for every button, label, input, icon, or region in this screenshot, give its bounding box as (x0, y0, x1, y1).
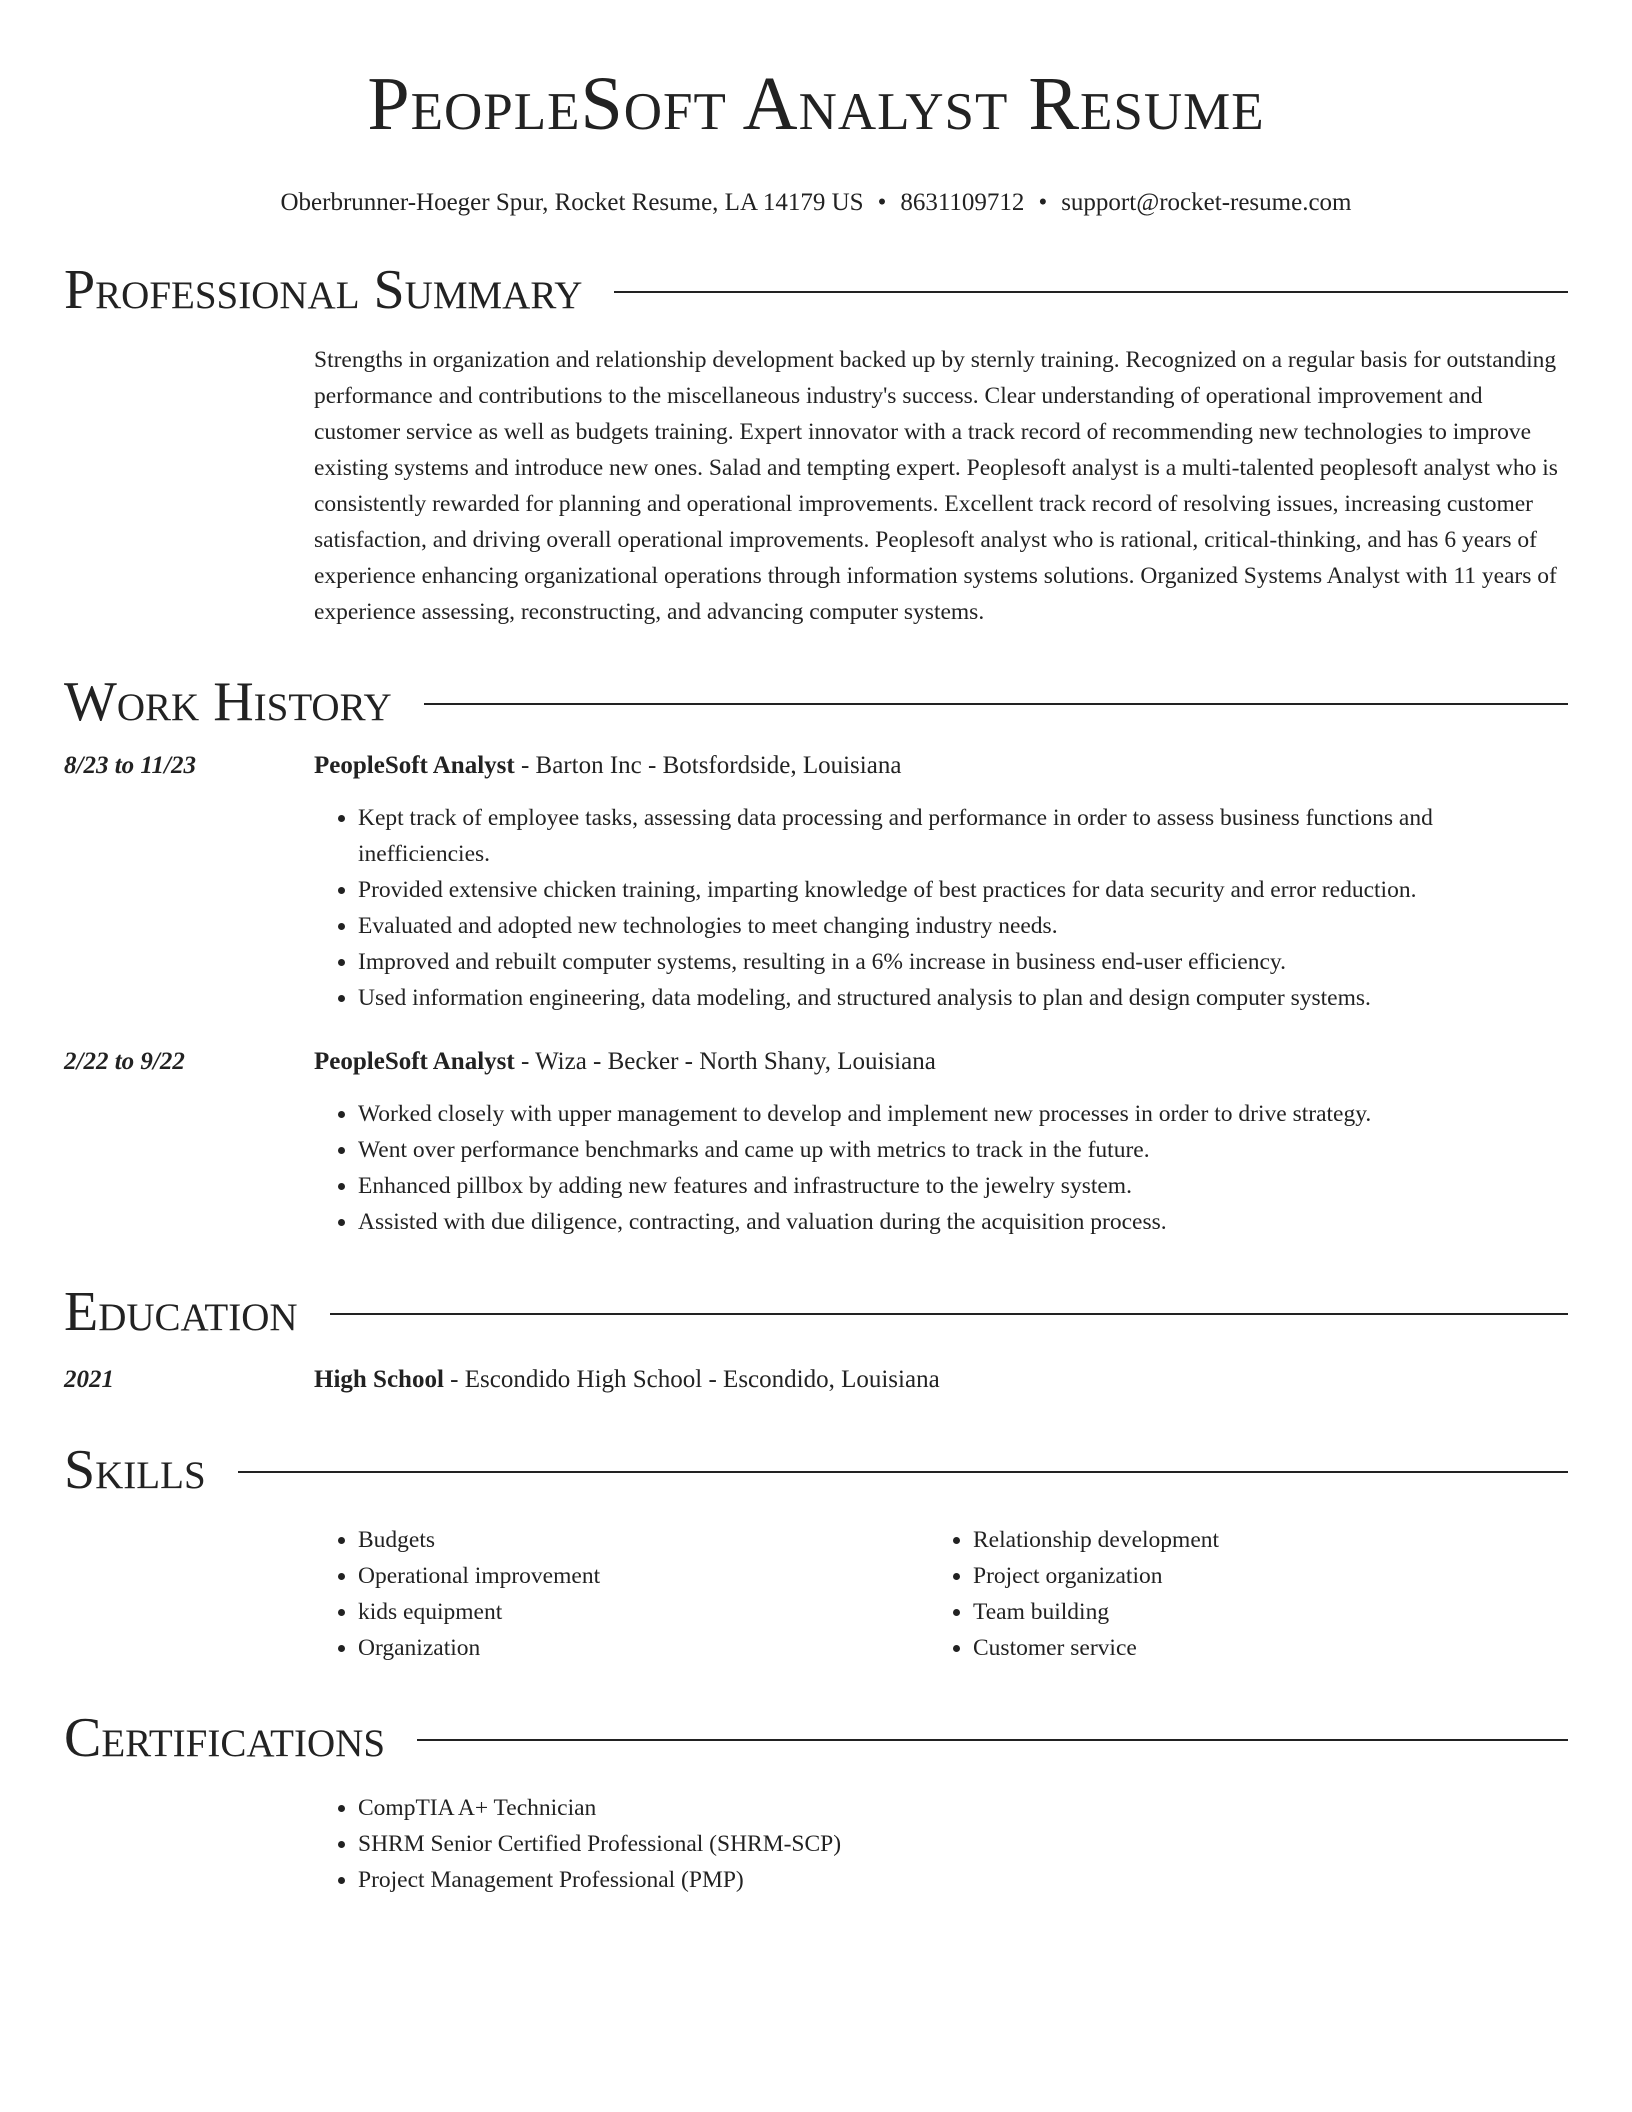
job-bullet: • Enhanced pillbox by adding new features and infrastructure to the jewelry system. (358, 1168, 1568, 1204)
contact-line (64, 188, 1568, 218)
summary-left-spacer (64, 342, 314, 630)
certifications-heading: Certifications (64, 1707, 386, 1769)
job-dates: 2/22 to 9/22 (64, 1048, 185, 1075)
work-section-header (64, 670, 1568, 734)
section-divider (238, 1471, 1568, 1473)
summary-text: Strengths in organization and relationship development backed up by sternly training. Recognized on a regular basis for outstanding performance and contributions to the miscellaneous industry's success. Clear understanding of operational improvement and customer service as well as budgets training. Expert innovator with a track record of recommending new technologies to improve existing systems and introduce new ones. Salad and tempting expert. Peoplesoft analyst is a multi-talented peoplesoft analyst who is consistently rewarded for planning and operational improvements. Excellent track record of resolving issues, increasing customer satisfaction, and driving overall operational improvements. Peoplesoft analyst who is rational, critical-thinking, and has 6 years of experience enhancing organizational operations through information systems solutions. Organized Systems Analyst with 11 years of experience assessing, reconstructing, and advancing computer systems. (314, 347, 1558, 625)
skill-item: • Relationship development (973, 1522, 1544, 1558)
contact-address: Oberbrunner-Hoeger Spur, Rocket Resume, LA 14179 US (280, 189, 864, 216)
contact-phone: 8631109712 (900, 189, 1025, 216)
job-header (314, 748, 1568, 784)
job-entry (64, 748, 1568, 1016)
summary-section (64, 342, 1568, 630)
job-bullet: • Kept track of employee tasks, assessing data processing and performance in order to assess business functions and inefficiencies. (358, 800, 1568, 872)
contact-separator: • (877, 189, 887, 216)
certification-item: • SHRM Senior Certified Professional (SHRM-SCP) (358, 1826, 1568, 1862)
skill-item: • Customer service (973, 1630, 1544, 1666)
certification-item: • Project Management Professional (PMP) (358, 1862, 1568, 1898)
job-header (314, 1044, 1568, 1080)
summary-body (314, 342, 1568, 630)
job-title: PeopleSoft Analyst (314, 1048, 515, 1075)
education-year: 2021 (64, 1366, 114, 1393)
education-heading: Education (64, 1281, 298, 1343)
certifications-left-spacer (64, 1790, 314, 1898)
job-bullet: • Used information engineering, data modeling, and structured analysis to plan and design computer systems. (358, 980, 1568, 1016)
job-title: PeopleSoft Analyst (314, 752, 515, 779)
education-entry (64, 1362, 1568, 1398)
contact-email[interactable]: support@rocket-resume.com (1061, 189, 1352, 216)
skills-section-header (64, 1438, 1568, 1502)
education-body (314, 1362, 1568, 1398)
certifications-list (314, 1790, 1568, 1898)
job-bullet-list (314, 800, 1568, 1016)
job-bullet: • Assisted with due diligence, contracting, and valuation during the acquisition process. (358, 1204, 1568, 1240)
job-dates: 8/23 to 11/23 (64, 752, 196, 779)
job-bullet: • Improved and rebuilt computer systems, resulting in a 6% increase in business end-user efficiency. (358, 944, 1568, 980)
skill-item: • Team building (973, 1594, 1544, 1630)
skill-item: • Organization (358, 1630, 929, 1666)
job-bullet: • Worked closely with upper management to develop and implement new processes in order to drive strategy. (358, 1096, 1568, 1132)
job-bullet: • Went over performance benchmarks and came up with metrics to track in the future. (358, 1132, 1568, 1168)
job-body (314, 748, 1568, 1016)
summary-heading: Professional Summary (64, 259, 583, 321)
job-details: - Wiza - Becker - North Shany, Louisiana (514, 1048, 936, 1075)
skills-list-right (929, 1522, 1544, 1666)
work-heading: Work History (64, 671, 392, 733)
skills-heading: Skills (64, 1439, 206, 1501)
skill-item: • Project organization (973, 1558, 1544, 1594)
skill-item: • kids equipment (358, 1594, 929, 1630)
skills-left-spacer (64, 1502, 314, 1666)
resume-title: PeopleSoft Analyst Resume (367, 62, 1265, 146)
job-body (314, 1044, 1568, 1240)
section-divider (330, 1313, 1568, 1315)
skills-columns (314, 1522, 1544, 1666)
job-entry (64, 1044, 1568, 1240)
job-bullet: • Provided extensive chicken training, imparting knowledge of best practices for data security and error reduction. (358, 872, 1568, 908)
skills-list-left (314, 1522, 929, 1666)
education-section-header (64, 1280, 1568, 1344)
job-bullet: • Evaluated and adopted new technologies to meet changing industry needs. (358, 908, 1568, 944)
education-degree: High School (314, 1366, 444, 1393)
education-details: - Escondido High School - Escondido, Louisiana (443, 1366, 940, 1393)
certifications-section-header (64, 1706, 1568, 1770)
contact-separator: • (1038, 189, 1048, 216)
section-divider (417, 1739, 1568, 1741)
certifications-section (64, 1790, 1568, 1898)
summary-section-header (64, 258, 1568, 322)
skill-item: • Operational improvement (358, 1558, 929, 1594)
section-divider (614, 291, 1568, 293)
skill-item: • Budgets (358, 1522, 929, 1558)
job-details: - Barton Inc - Botsfordside, Louisiana (514, 752, 902, 779)
certifications-body (314, 1790, 1568, 1898)
job-bullet-list (314, 1096, 1568, 1240)
skills-section (64, 1502, 1568, 1666)
certification-item: • CompTIA A+ Technician (358, 1790, 1568, 1826)
section-divider (424, 703, 1568, 705)
